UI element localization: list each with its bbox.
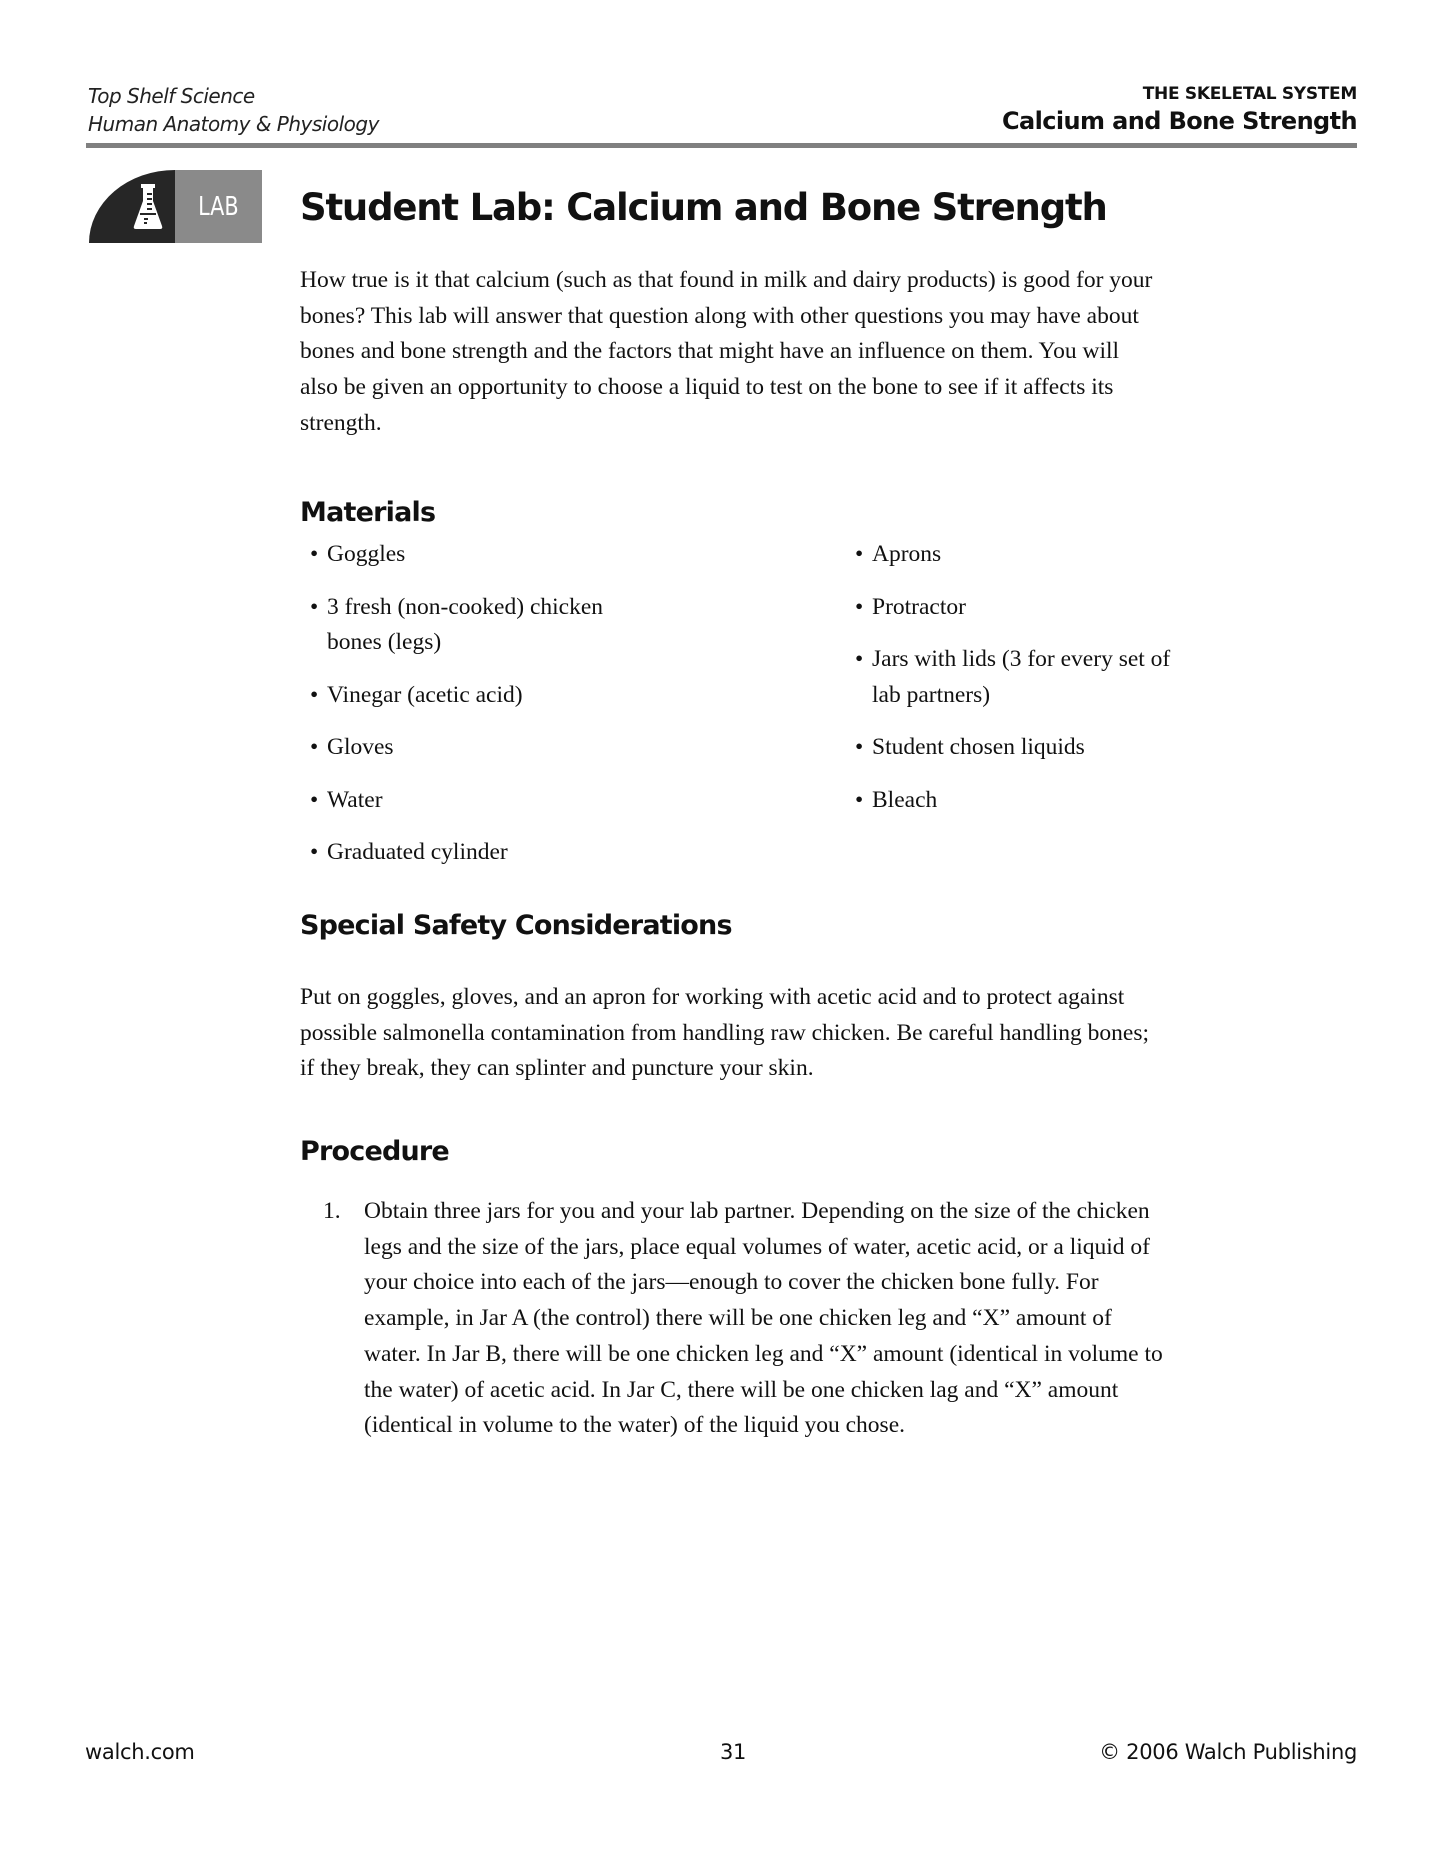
material-item bbox=[310, 783, 790, 819]
page-title: Student Lab: Calcium and Bone Strength bbox=[300, 186, 1107, 229]
material-text: Aprons bbox=[872, 541, 942, 567]
bullet: • bbox=[310, 681, 319, 708]
procedure-step bbox=[323, 1194, 1363, 1444]
bullet: • bbox=[310, 541, 319, 567]
step-line: the water) of acetic acid. In Jar C, there will be one chicken lag and “X” amount bbox=[364, 1376, 1119, 1403]
material-item bbox=[310, 835, 790, 871]
materials-list-left bbox=[310, 537, 790, 888]
running-header-right bbox=[1002, 82, 1357, 136]
material-text: Protractor bbox=[872, 593, 966, 620]
bullet: • bbox=[855, 541, 864, 567]
step-line: water. In Jar B, there will be one chicken leg and “X” amount (identical in volume to bbox=[364, 1340, 1163, 1367]
safety-line: if they break, they can splinter and puncture your skin. bbox=[300, 1055, 814, 1082]
bullet: • bbox=[310, 839, 319, 866]
step-line: your choice into each of the jars—enough to cover the chicken bone fully. For bbox=[364, 1269, 1099, 1296]
material-text: Jars with lids (3 for every set of bbox=[872, 646, 1171, 672]
bullet: • bbox=[310, 786, 319, 813]
material-item bbox=[855, 590, 1335, 626]
safety-paragraph bbox=[300, 980, 1360, 1087]
procedure-list bbox=[323, 1194, 1363, 1444]
running-header-left bbox=[88, 82, 379, 138]
material-text: Bleach bbox=[872, 786, 938, 813]
safety-heading: Special Safety Considerations bbox=[300, 910, 732, 941]
bullet: • bbox=[855, 734, 864, 761]
intro-line: bones? This lab will answer that question along with other questions you may have about bbox=[300, 302, 1139, 329]
material-item bbox=[855, 783, 1335, 819]
material-item bbox=[855, 537, 1335, 573]
material-item bbox=[310, 678, 790, 714]
material-item bbox=[310, 590, 790, 661]
material-text: Student chosen liquids bbox=[872, 734, 1085, 761]
material-text: Goggles bbox=[327, 541, 406, 567]
step-line: example, in Jar A (the control) there will be one chicken leg and “X” amount of bbox=[364, 1305, 1112, 1332]
footer-website: walch.com bbox=[85, 1740, 195, 1764]
bullet: • bbox=[310, 734, 319, 761]
materials-heading: Materials bbox=[300, 497, 436, 528]
material-text: Graduated cylinder bbox=[327, 839, 508, 866]
step-line: (identical in volume to the water) of the liquid you chose. bbox=[364, 1412, 906, 1439]
step-line: Obtain three jars for you and your lab partner. Depending on the size of the chicken bbox=[364, 1198, 1150, 1224]
material-item bbox=[855, 642, 1335, 713]
bullet: • bbox=[855, 646, 864, 672]
material-item bbox=[310, 537, 790, 573]
material-text: Water bbox=[327, 786, 383, 813]
lab-badge bbox=[89, 170, 262, 243]
procedure-heading: Procedure bbox=[300, 1136, 449, 1167]
intro-line: How true is it that calcium (such as that found in milk and dairy products) is good for your bbox=[300, 267, 1153, 293]
safety-line: Put on goggles, gloves, and an apron for working with acetic acid and to protect against bbox=[300, 984, 1125, 1010]
unit-name: THE SKELETAL SYSTEM bbox=[1142, 84, 1357, 104]
intro-paragraph bbox=[300, 263, 1360, 442]
material-text-continued: bones (legs) bbox=[327, 629, 442, 656]
step-number: 1. bbox=[323, 1198, 341, 1224]
topic-name: Calcium and Bone Strength bbox=[1002, 107, 1357, 135]
intro-line: also be given an opportunity to choose a liquid to test on the bone to see if it affects its bbox=[300, 374, 1114, 401]
materials-list-right bbox=[855, 537, 1335, 835]
badge-label-panel bbox=[175, 170, 262, 243]
series-name: Top Shelf Science bbox=[88, 84, 255, 108]
footer-copyright: © 2006 Walch Publishing bbox=[1099, 1740, 1357, 1764]
badge-label: LAB bbox=[198, 191, 239, 222]
material-item bbox=[310, 730, 790, 766]
footer-page-number: 31 bbox=[719, 1740, 747, 1764]
material-text: Gloves bbox=[327, 734, 394, 761]
intro-line: bones and bone strength and the factors that might have an influence on them. You will bbox=[300, 338, 1120, 365]
intro-line: strength. bbox=[300, 409, 382, 436]
bullet: • bbox=[855, 593, 864, 620]
header-rule bbox=[86, 143, 1357, 148]
material-text: 3 fresh (non-cooked) chicken bbox=[327, 593, 604, 620]
material-item bbox=[855, 730, 1335, 766]
bullet: • bbox=[855, 786, 864, 813]
material-text: Vinegar (acetic acid) bbox=[327, 681, 523, 708]
material-text-continued: lab partners) bbox=[872, 681, 991, 708]
book-name: Human Anatomy & Physiology bbox=[88, 112, 379, 136]
bullet: • bbox=[310, 593, 319, 620]
step-line: legs and the size of the jars, place equal volumes of water, acetic acid, or a liquid of bbox=[364, 1233, 1150, 1260]
safety-line: possible salmonella contamination from handling raw chicken. Be careful handling bones; bbox=[300, 1019, 1150, 1046]
flask-icon bbox=[132, 184, 164, 230]
